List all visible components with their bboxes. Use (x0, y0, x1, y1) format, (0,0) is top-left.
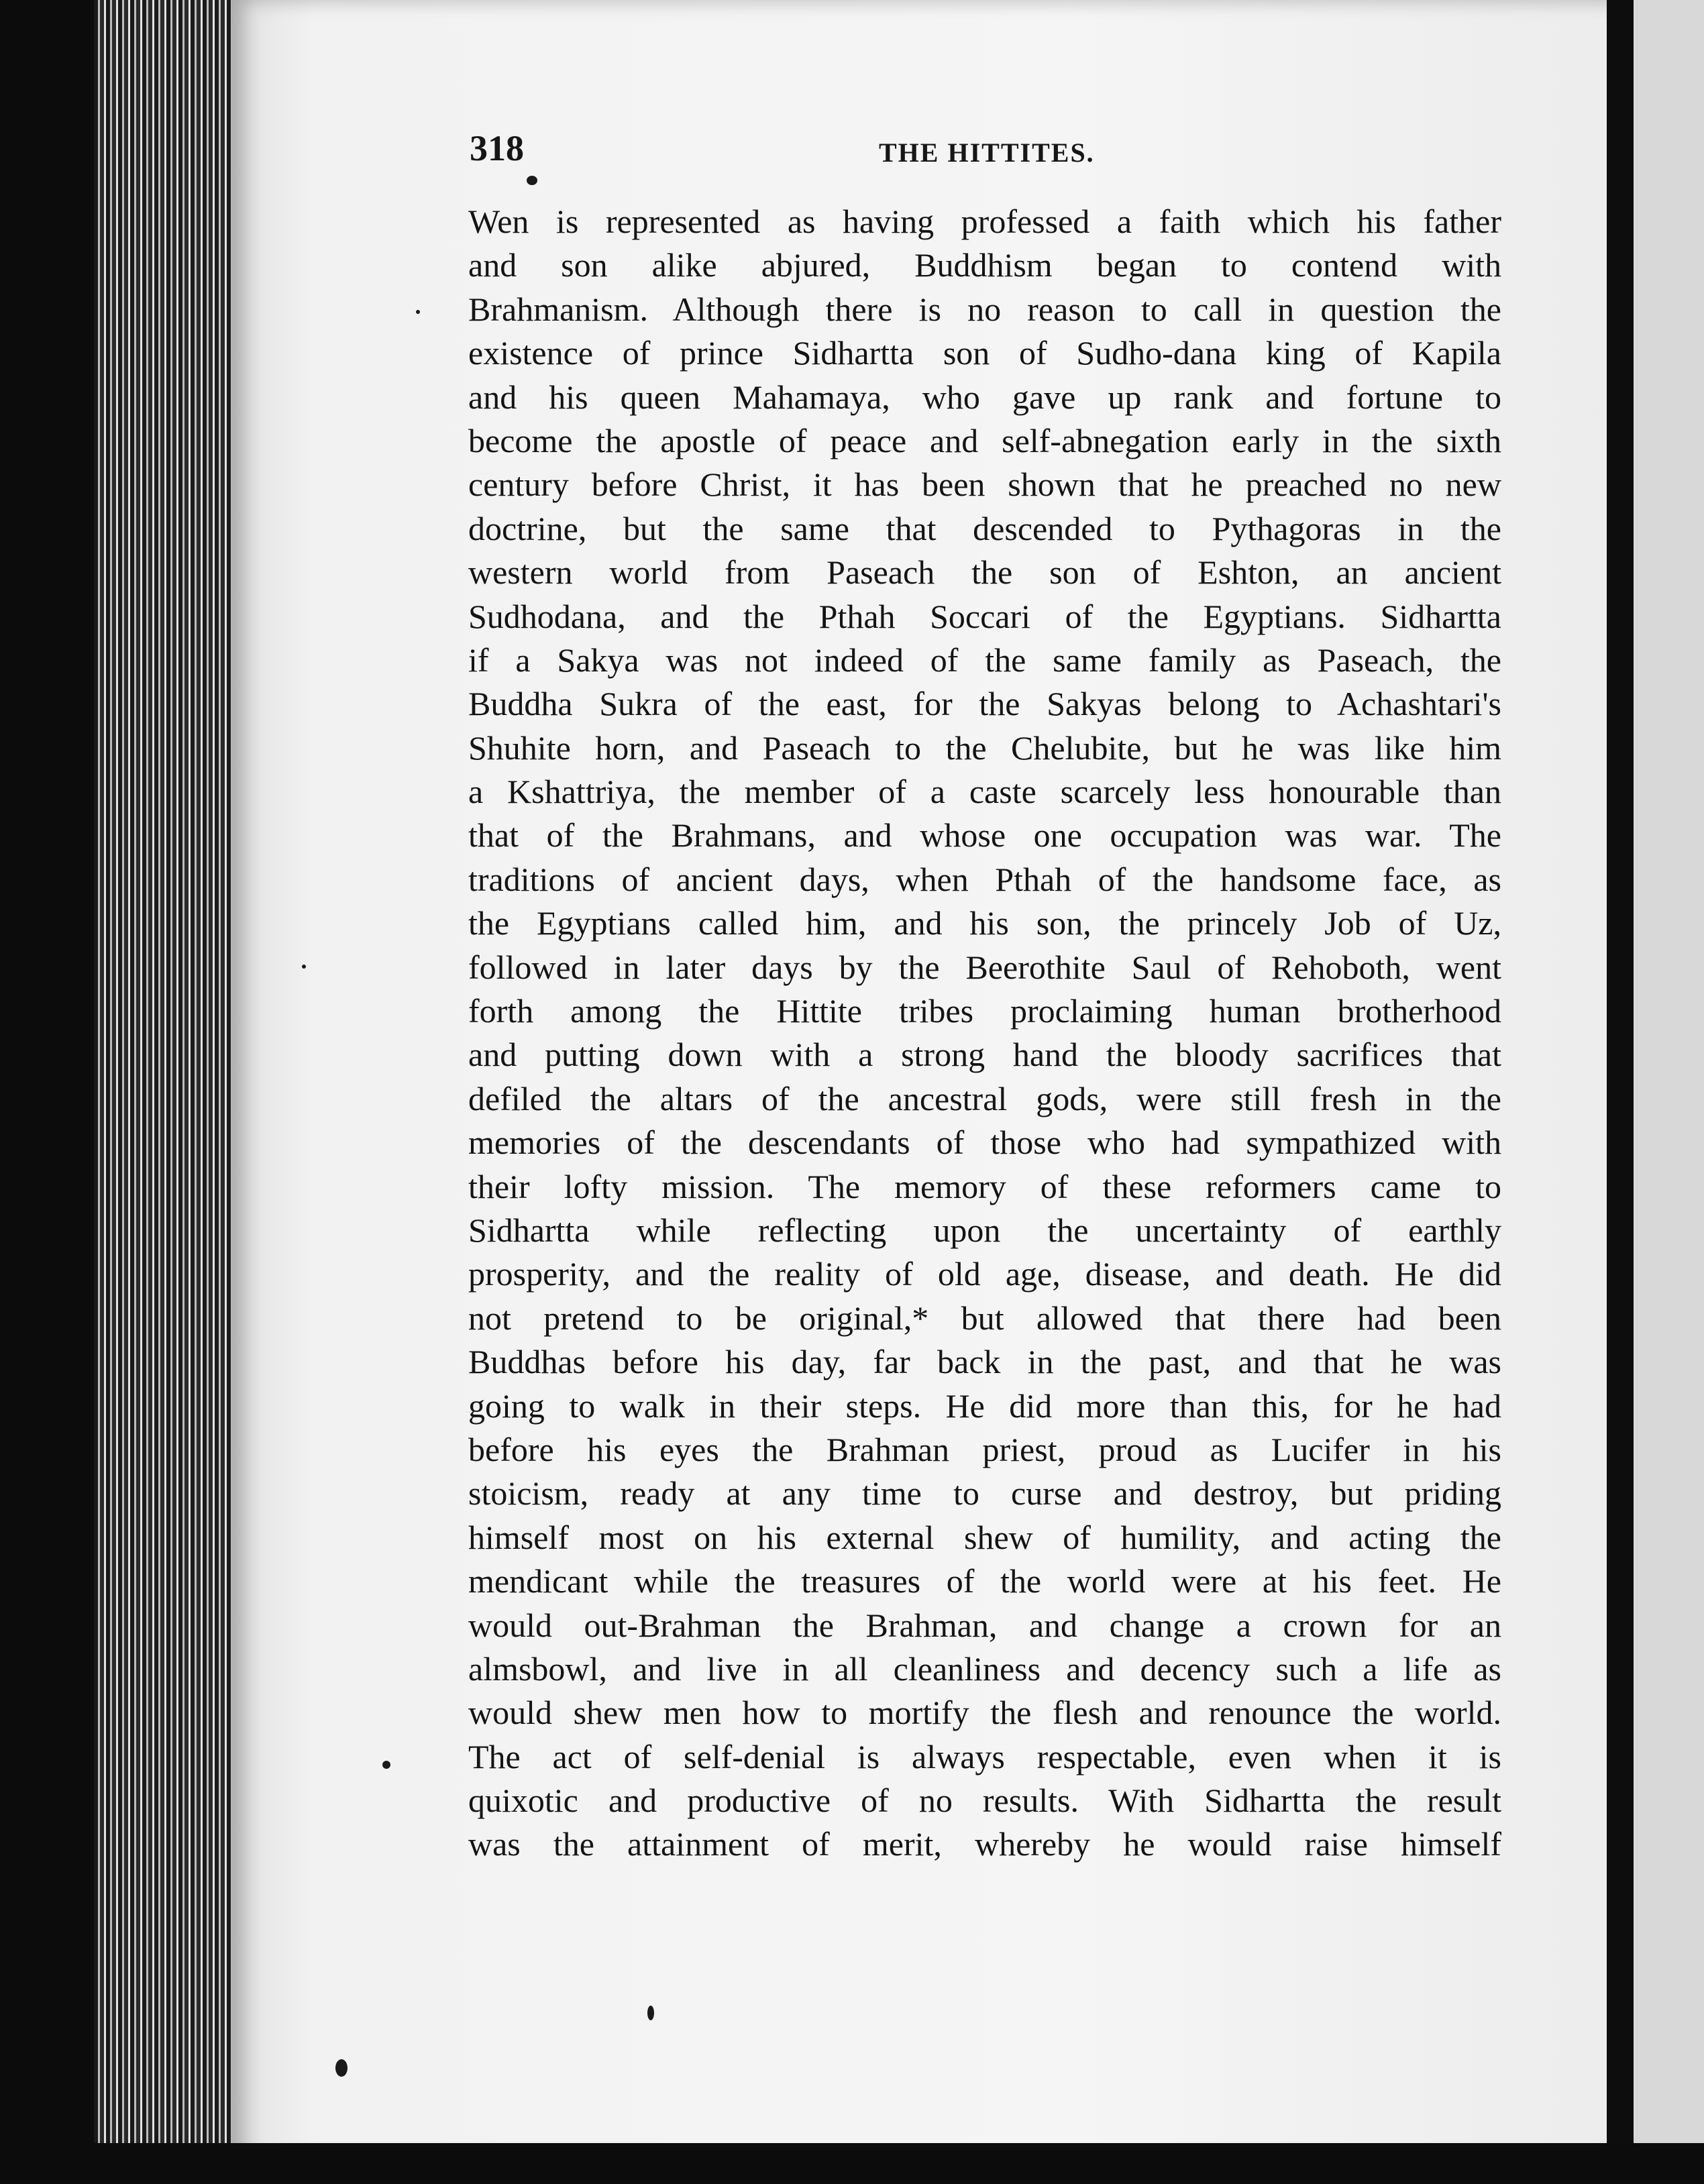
scan-speck (382, 1761, 390, 1769)
scan-speck (647, 2006, 654, 2020)
text-line: Shuhite horn, and Paseach to the Chelubite, but he was like him (468, 728, 1501, 767)
text-line: before his eyes the Brahman priest, proud as Lucifer in his (468, 1430, 1501, 1468)
running-head (470, 127, 1516, 181)
scan-speck (302, 965, 306, 969)
text-line: stoicism, ready at any time to curse and destroy, but priding (468, 1474, 1501, 1513)
text-line: Buddhas before his day, far back in the past, and that he was (468, 1343, 1501, 1381)
scan-speck (335, 2059, 348, 2077)
bottom-border (0, 2143, 1704, 2184)
text-line: the Egyptians called him, and his son, the princely Job of Uz, (468, 904, 1501, 942)
text-line: defiled the altars of the ancestral gods, were still fresh in the (468, 1079, 1501, 1117)
text-line: Buddha Sukra of the east, for the Sakyas belong to Achashtari's (468, 685, 1501, 723)
scan-speck (416, 310, 420, 314)
text-line: going to walk in their steps. He did more than this, for he had (468, 1386, 1501, 1425)
text-line: and son alike abjured, Buddhism began to contend with (468, 246, 1501, 284)
body-text (468, 200, 1501, 1867)
text-line: prosperity, and the reality of old age, disease, and death. He did (468, 1255, 1501, 1293)
text-line: and putting down with a strong hand the bloody sacrifices that (468, 1036, 1501, 1074)
text-line: would out-Brahman the Brahman, and change a crown for an (468, 1606, 1501, 1644)
text-line: mendicant while the treasures of the world were at his feet. He (468, 1562, 1501, 1600)
text-line: Brahmanism. Although there is no reason to call in question the (468, 290, 1501, 328)
text-line: The act of self-denial is always respectable, even when it is (468, 1737, 1501, 1776)
text-line: existence of prince Sidhartta son of Sudho-dana king of Kapila (468, 334, 1501, 372)
text-line: almsbowl, and live in all cleanliness and decency such a life as (468, 1649, 1501, 1688)
text-line: Sudhodana, and the Pthah Soccari of the Egyptians. Sidhartta (468, 597, 1501, 635)
text-line: their lofty mission. The memory of these reformers came to (468, 1167, 1501, 1205)
text-line: was the attainment of merit, whereby he would raise himself (468, 1825, 1501, 1863)
text-line: century before Christ, it has been shown that he preached no new (468, 466, 1501, 504)
text-line: become the apostle of peace and self-abnegation early in the sixth (468, 421, 1501, 459)
text-line: would shew men how to mortify the flesh and renounce the world. (468, 1694, 1501, 1732)
text-line: forth among the Hittite tribes proclaiming human brotherhood (468, 992, 1501, 1030)
scan-speck (527, 176, 537, 185)
text-line: Wen is represented as having professed a faith which his father (468, 203, 1501, 240)
facing-page-strip (1634, 0, 1704, 2184)
text-line: Sidhartta while reflecting upon the uncertainty of earthly (468, 1211, 1501, 1249)
text-line: that of the Brahmans, and whose one occupation was war. The (468, 816, 1501, 855)
page-number: 318 (470, 128, 524, 168)
text-line: memories of the descendants of those who had sympathized with (468, 1124, 1501, 1162)
text-line: if a Sakya was not indeed of the same family as Paseach, the (468, 641, 1501, 679)
page-edges (94, 0, 248, 2184)
text-line: and his queen Mahamaya, who gave up rank and fortune to (468, 378, 1501, 416)
text-line: a Kshattriya, the member of a caste scarcely less honourable than (468, 773, 1501, 811)
running-title: THE HITTITES. (879, 138, 1095, 168)
text-line: doctrine, but the same that descended to Pythagoras in the (468, 509, 1501, 547)
text-line: followed in later days by the Beerothite Saul of Rehoboth, went (468, 948, 1501, 986)
text-line: western world from Paseach the son of Eshton, an ancient (468, 553, 1501, 592)
text-line: quixotic and productive of no results. With Sidhartta the result (468, 1782, 1501, 1820)
text-line: himself most on his external shew of humility, and acting the (468, 1518, 1501, 1556)
text-line: traditions of ancient days, when Pthah of the handsome face, as (468, 860, 1501, 898)
right-gutter (1607, 0, 1704, 2184)
text-line: not pretend to be original,* but allowed that there had been (468, 1299, 1501, 1337)
